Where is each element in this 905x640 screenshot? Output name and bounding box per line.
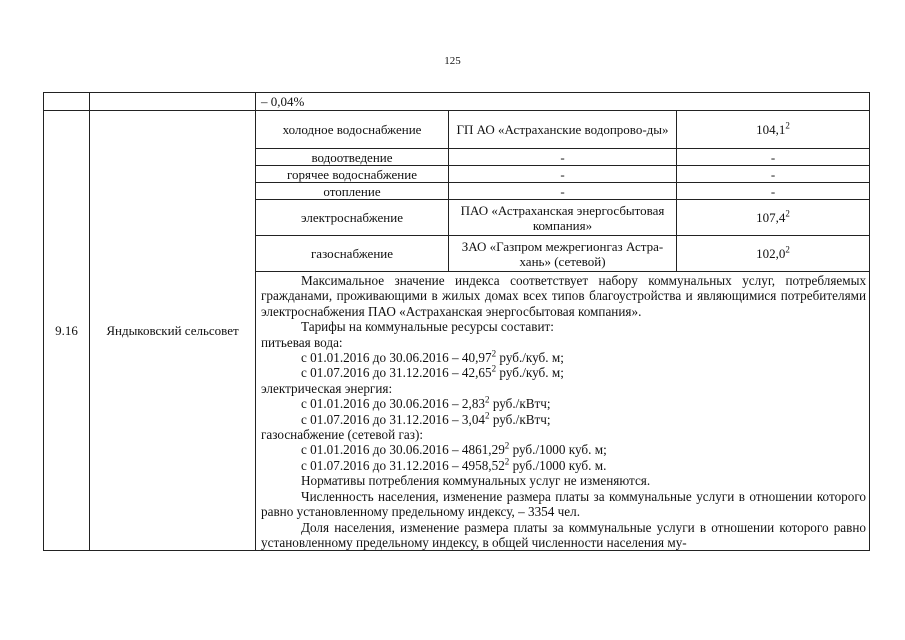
tariff-text: с 01.01.2016 до 30.06.2016 – 40,97: [301, 350, 492, 366]
provider-cold-water: ГП АО «Астраханские водопрово-ды»: [449, 111, 677, 149]
narrative-cell: [256, 272, 870, 551]
electricity-tariff-1: [261, 396, 866, 411]
tariff-unit: руб./кВтч;: [489, 411, 551, 427]
gas-tariff-1: [261, 442, 866, 457]
provider-hot-water: -: [449, 166, 677, 183]
tariff-unit: руб./куб. м;: [496, 350, 564, 366]
footnote-mark: 2: [491, 364, 497, 375]
electricity-label: электрическая энергия:: [261, 380, 393, 396]
water-tariff-2: [261, 365, 866, 380]
water-tariff-1: [261, 350, 866, 365]
tariff-unit: руб./куб. м;: [496, 365, 564, 381]
index-hot-water: -: [677, 166, 870, 183]
footnote-mark: 2: [491, 348, 497, 359]
tariff-text: с 01.07.2016 до 31.12.2016 – 4958,52: [301, 457, 505, 473]
service-cold-water: холодное водоснабжение: [256, 111, 449, 149]
paragraph-max-index: Максимальное значение индекса соответствует набору коммунальных услуг, потребляемых гражданами, проживающими в жилых домах всех типов благоустройства и являющимися потребителями электроснабжения ПАО «Астраханская энергосбытовая компания».: [261, 273, 867, 319]
index-heating: -: [677, 183, 870, 200]
tariff-text: с 01.07.2016 до 31.12.2016 – 3,04: [301, 411, 486, 427]
footnote-mark: 2: [785, 120, 790, 131]
page-number: 125: [444, 55, 461, 67]
index-value: 102,0: [756, 246, 786, 261]
prev-row-name-cell: [90, 93, 256, 111]
provider-heating: -: [449, 183, 677, 200]
paragraph-norms: Нормативы потребления коммунальных услуг не изменяются.: [301, 473, 651, 489]
settlement-name: Яндыковский сельсовет: [90, 111, 256, 551]
tariff-text: с 01.07.2016 до 31.12.2016 – 42,65: [301, 365, 492, 381]
row-number: 9.16: [44, 111, 90, 551]
service-electricity: электроснабжение: [256, 200, 449, 236]
water-label: питьевая вода:: [261, 334, 343, 350]
tariff-text: с 01.01.2016 до 30.06.2016 – 4861,29: [301, 442, 505, 458]
index-cold-water: [677, 111, 870, 149]
prev-row-text: – 0,04%: [256, 93, 870, 111]
tariff-table: [43, 92, 869, 551]
service-sewerage: водоотведение: [256, 149, 449, 166]
footnote-mark: 2: [504, 441, 510, 452]
electricity-tariff-2: [261, 412, 866, 427]
index-value: 107,4: [756, 210, 786, 225]
tariff-unit: руб./1000 куб. м.: [509, 457, 607, 473]
footnote-mark: 2: [485, 410, 490, 421]
gas-tariff-2: [261, 458, 866, 473]
provider-sewerage: -: [449, 149, 677, 166]
tariff-unit: руб./1000 куб. м;: [509, 442, 607, 458]
paragraph-share: Доля населения, изменение размера платы за коммунальные услуги в отношении которого равно установленному предельному индексу, в общей численности населения му-: [261, 519, 867, 550]
service-gas: газоснабжение: [256, 236, 449, 272]
provider-electricity: ПАО «Астраханская энергосбытовая компания»: [449, 200, 677, 236]
gas-label: газоснабжение (сетевой газ):: [261, 427, 424, 443]
prev-row-num-cell: [44, 93, 90, 111]
footnote-mark: 2: [785, 244, 790, 255]
tariff-unit: руб./кВтч;: [489, 396, 551, 412]
paragraph-population: Численность населения, изменение размера платы за коммунальные услуги в отношении которого равно установленному предельному индексу, – 3354 чел.: [261, 488, 867, 520]
footnote-mark: 2: [485, 394, 490, 405]
index-value: 104,1: [756, 122, 786, 137]
provider-gas: ЗАО «Газпром межрегионгаз Астра-хань» (сетевой): [449, 236, 677, 272]
tariff-text: с 01.01.2016 до 30.06.2016 – 2,83: [301, 396, 486, 412]
index-gas: [677, 236, 870, 272]
paragraph-tariffs-intro: Тарифы на коммунальные ресурсы составит:: [301, 319, 554, 335]
footnote-mark: 2: [785, 208, 790, 219]
service-hot-water: горячее водоснабжение: [256, 166, 449, 183]
index-sewerage: -: [677, 149, 870, 166]
footnote-mark: 2: [504, 456, 510, 467]
service-heating: отопление: [256, 183, 449, 200]
index-electricity: [677, 200, 870, 236]
